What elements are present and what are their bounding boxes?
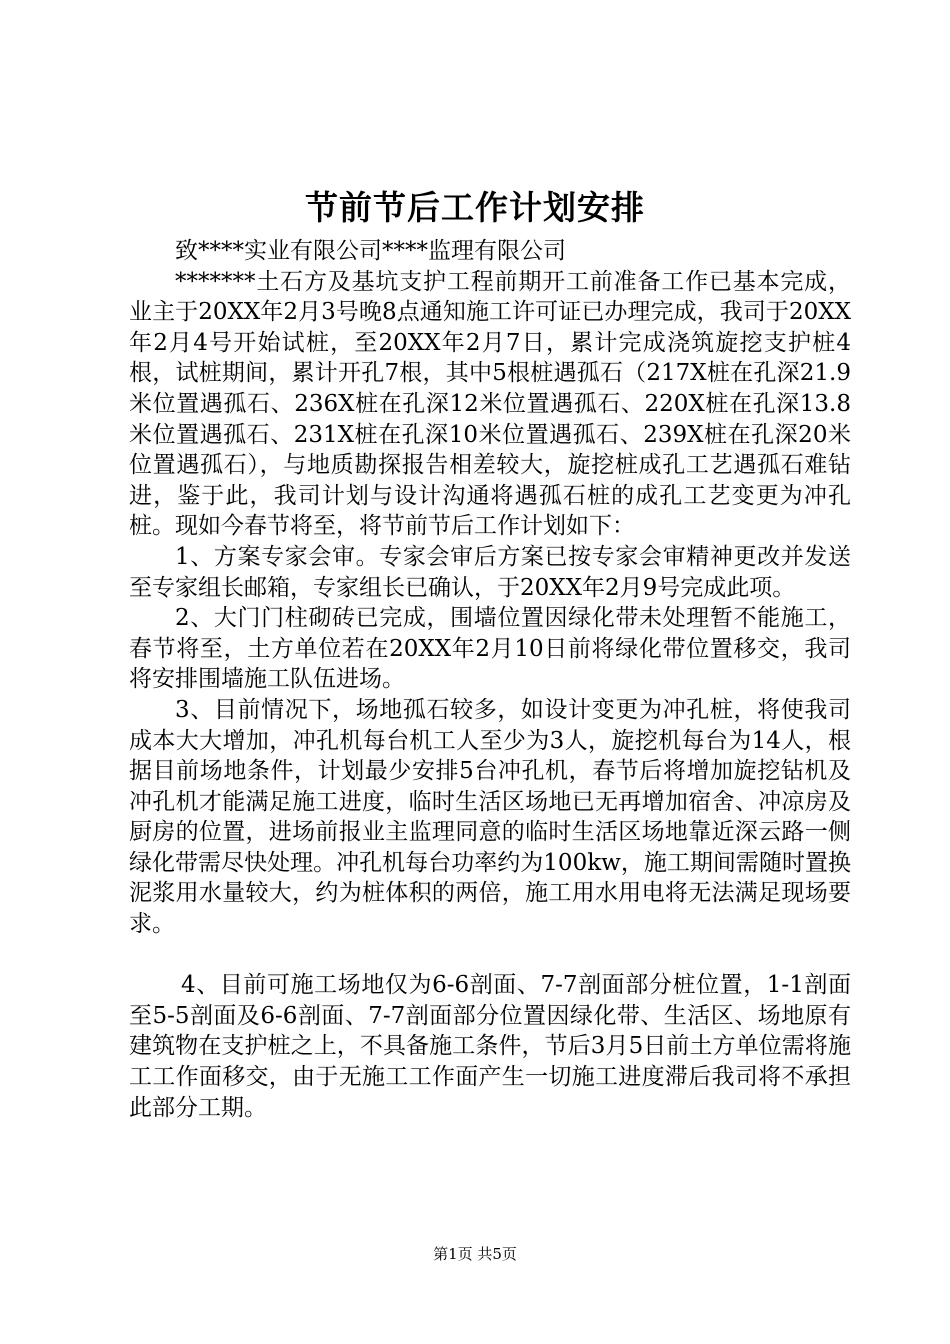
item-1-paragraph: 1、方案专家会审。专家会审后方案已按专家会审精神更改并发送至专家组长邮箱，专家组长已确认，于20XX年2月9号完成此项。 [129,543,851,601]
page-footer: 第1页 共5页 [433,1245,517,1263]
addressee-line: 致****实业有限公司****监理有限公司 [175,238,566,264]
intro-paragraph: *******土石方及基坑支护工程前期开工前准备工作已基本完成，业主于20XX年2月3号晚8点通知施工许可证已办理完成，我司于20XX年2月4号开始试桩，至20XX年2月7日，累计完成浇筑旋挖支护桩4根，试桩期间，累计开孔7根，其中5根桩遇孤石（217X桩在孔深21.9米位置遇孤石、236X桩在孔深12米位置遇孤石、220X桩在孔深13.8米位置遇孤石、231X桩在孔深10米位置遇孤石、239X桩在孔深20米位置遇孤石），与地质勘探报告相差较大，旋挖桩成孔工艺遇孤石难钻进，鉴于此，我司计划与设计沟通将遇孤石桩的成孔工艺变更为冲孔桩。现如今春节将至，将节前节后工作计划如下： [129,268,851,540]
document-body [129,236,851,1123]
document-title: 节前节后工作计划安排 [305,188,645,227]
item-2-paragraph: 2、大门门柱砌砖已完成，围墙位置因绿化带未处理暂不能施工，春节将至，土方单位若在20XX年2月10日前将绿化带位置移交，我司将安排围墙施工队伍进场。 [129,605,851,693]
item-3-paragraph: 3、目前情况下，场地孤石较多，如设计变更为冲孔桩，将使我司成本大大增加，冲孔机每台机工人至少为3人，旋挖机每台为14人，根据目前场地条件，计划最少安排5台冲孔机，春节后将增加旋挖钻机及冲孔机才能满足施工进度，临时生活区场地已无再增加宿舍、冲凉房及厨房的位置，进场前报业主监理同意的临时生活区场地靠近深云路一侧绿化带需尽快处理。冲孔机每台功率约为100kw，施工期间需随时置换泥浆用水量较大，约为桩体积的两倍，施工用水用电将无法满足现场要求。 [129,696,851,938]
item-4-paragraph: 4、目前可施工场地仅为6-6剖面、7-7剖面部分桩位置，1-1剖面至5-5剖面及6-6剖面、7-7剖面部分位置因绿化带、生活区、场地原有建筑物在支护桩之上，不具备施工条件，节后3月5日前土方单位需将施工工作面移交，由于无施工工作面产生一切施工进度滞后我司将不承担此部分工期。 [129,972,851,1121]
